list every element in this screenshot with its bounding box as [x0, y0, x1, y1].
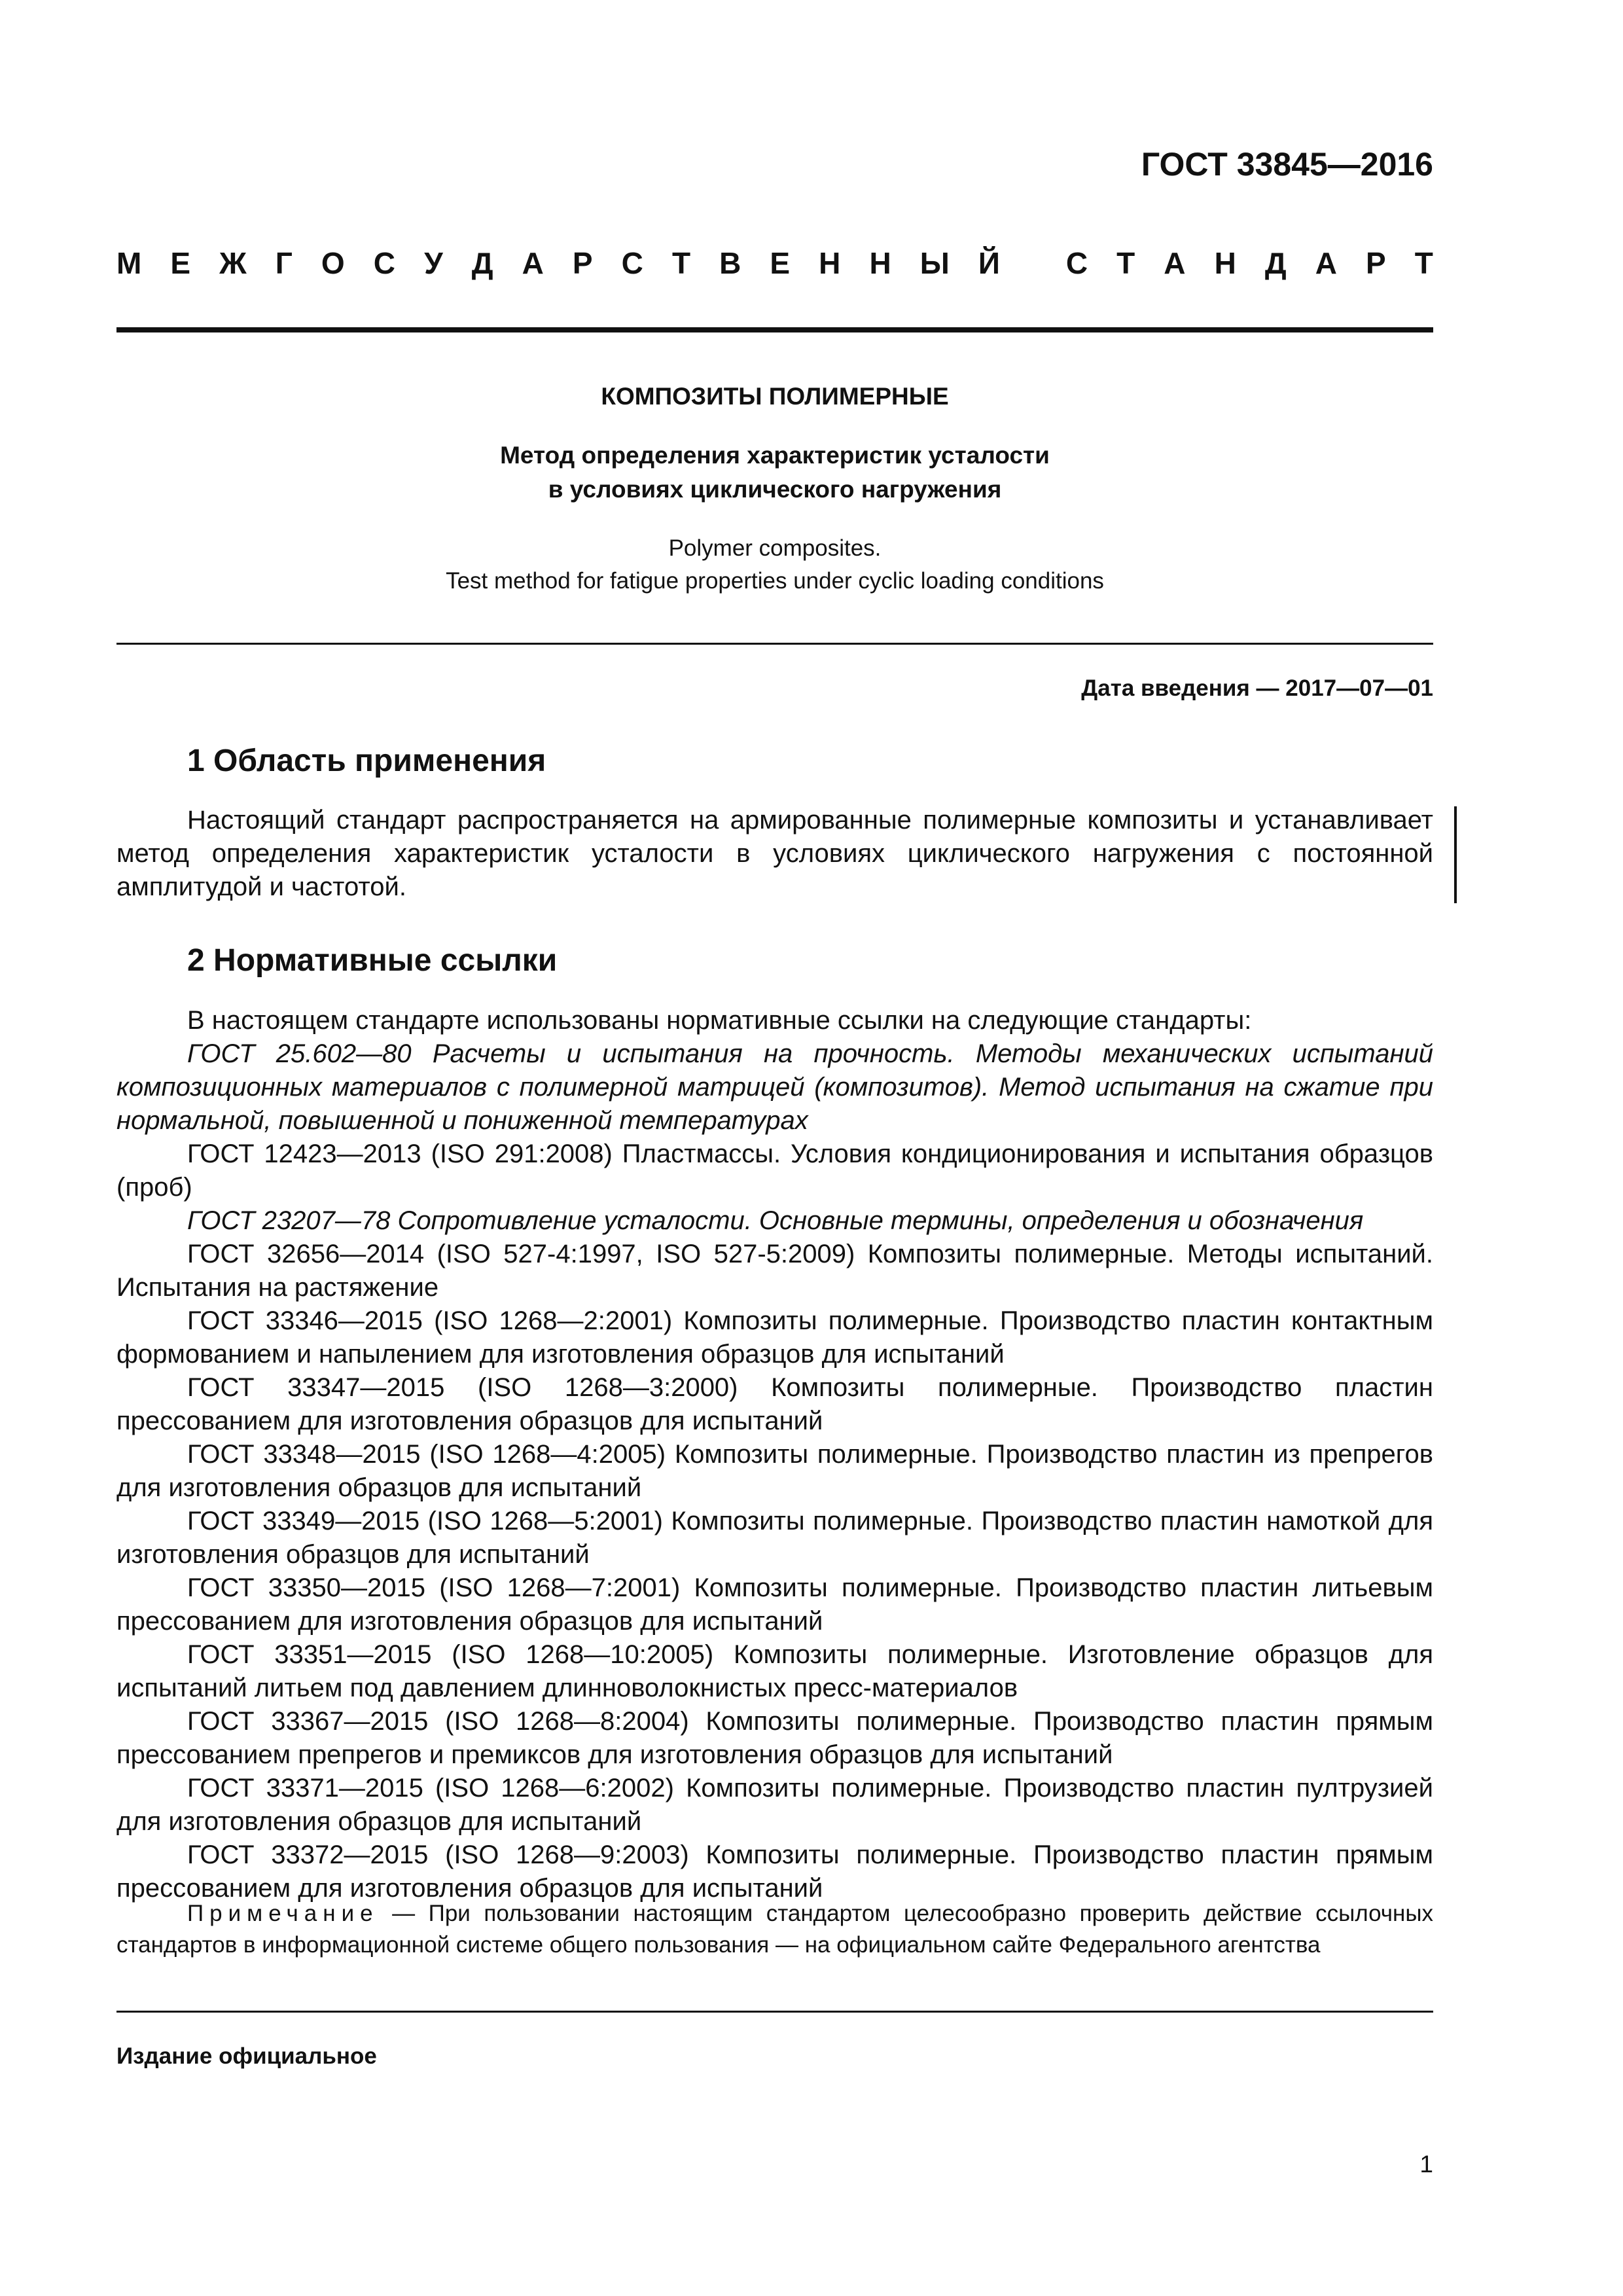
reference-item: ГОСТ 33347—2015 (ISO 1268—3:2000) Композиты полимерные. Производство пластин прессованием для изготовления образцов для испытаний	[116, 1373, 1433, 1435]
reference-item: ГОСТ 33348—2015 (ISO 1268—4:2005) Композиты полимерные. Производство пластин из препрегов для изготовления образцов для испытаний	[116, 1440, 1433, 1502]
letter: Г	[275, 246, 293, 280]
letter: Н	[819, 246, 841, 280]
letter: Ы	[919, 246, 950, 280]
footer-rule	[116, 2011, 1433, 2013]
references-lead: В настоящем стандарте использованы нормативные ссылки на следующие стандарты:	[187, 1006, 1252, 1035]
english-title	[116, 532, 1433, 598]
letter: М	[116, 246, 142, 280]
letter: С	[373, 246, 395, 280]
letter: Ж	[219, 246, 247, 280]
letter: Р	[572, 246, 593, 280]
reference-item: ГОСТ 33371—2015 (ISO 1268—6:2002) Композиты полимерные. Производство пластин пултрузией для изготовления образцов для испытаний	[116, 1774, 1433, 1836]
document-subtitle	[116, 439, 1433, 507]
letter: Е	[170, 246, 191, 280]
interstate-standard-heading	[116, 245, 1433, 281]
change-bar	[1454, 806, 1457, 903]
paragraph: Настоящий стандарт распространяется на армированные полимерные композиты и устанавливает метод определения характеристик усталости в условиях циклического нагружения с постоянной амплитудой и частотой.	[116, 806, 1433, 901]
reference-item: ГОСТ 23207—78 Сопротивление усталости. Основные термины, определения и обозначения	[187, 1206, 1364, 1235]
letter: Н	[869, 246, 891, 280]
english-title-line: Polymer composites.	[668, 535, 882, 561]
letter: Д	[471, 246, 493, 280]
section-1-text	[116, 804, 1433, 904]
letter: С	[1065, 246, 1088, 280]
letter: Р	[1366, 246, 1386, 280]
letter: Й	[978, 246, 1000, 280]
letter: В	[719, 246, 741, 280]
reference-item: ГОСТ 12423—2013 (ISO 291:2008) Пластмассы. Условия кондиционирования и испытания образцов (проб)	[116, 1139, 1433, 1202]
document-title: КОМПОЗИТЫ ПОЛИМЕРНЫЕ	[601, 383, 949, 410]
normative-references	[116, 1004, 1433, 1905]
note-text: — При пользовании настоящим стандартом целесообразно проверить действие ссылочных стандартов в информационной системе общего пользования — на официальном сайте Федерального агентства	[116, 1901, 1433, 1958]
reference-item: ГОСТ 33372—2015 (ISO 1268—9:2003) Композиты полимерные. Производство пластин прямым прессованием для изготовления образцов для испытаний	[116, 1840, 1433, 1903]
letter: Д	[1264, 246, 1287, 280]
title-rule	[116, 643, 1433, 645]
letter: А	[1164, 246, 1186, 280]
letter: С	[621, 246, 643, 280]
section-1-heading: 1 Область применения	[187, 744, 546, 778]
letter: Т	[1116, 246, 1135, 280]
reference-item: ГОСТ 33350—2015 (ISO 1268—7:2001) Композиты полимерные. Производство пластин литьевым прессованием для изготовления образцов для испытаний	[116, 1573, 1433, 1636]
reference-item: ГОСТ 33367—2015 (ISO 1268—8:2004) Композиты полимерные. Производство пластин прямым прессованием препрегов и премиксов для изготовления образцов для испытаний	[116, 1707, 1433, 1769]
subtitle-line: Метод определения характеристик усталости	[500, 442, 1050, 469]
letter: Т	[671, 246, 691, 280]
letter: Н	[1214, 246, 1236, 280]
letter: А	[1315, 246, 1337, 280]
word-gap	[1029, 245, 1037, 281]
letter: О	[321, 246, 345, 280]
reference-item: ГОСТ 33346—2015 (ISO 1268—2:2001) Композиты полимерные. Производство пластин контактным формованием и напылением для изготовления образцов для испытаний	[116, 1306, 1433, 1369]
reference-item: ГОСТ 33351—2015 (ISO 1268—10:2005) Композиты полимерные. Изготовление образцов для испытаний литьем под давлением длинноволокнистых пресс-материалов	[116, 1640, 1433, 1702]
letter: Т	[1414, 246, 1433, 280]
letter: Е	[770, 246, 791, 280]
reference-item: ГОСТ 25.602—80 Расчеты и испытания на прочность. Методы механических испытаний композиционных материалов с полимерной матрицей (композитов). Метод испытания на сжатие при нормальной, повышенной и пониженной температурах	[116, 1039, 1433, 1135]
subtitle-line: в условиях циклического нагружения	[548, 476, 1002, 503]
header-rule	[116, 327, 1433, 332]
reference-item: ГОСТ 33349—2015 (ISO 1268—5:2001) Композиты полимерные. Производство пластин намоткой для изготовления образцов для испытаний	[116, 1507, 1433, 1569]
letter: У	[424, 246, 443, 280]
page-number: 1	[1419, 2151, 1433, 2178]
section-2-heading: 2 Нормативные ссылки	[187, 943, 558, 978]
english-title-line: Test method for fatigue properties under cyclic loading conditions	[446, 568, 1104, 594]
note-label: Примечание	[187, 1901, 379, 1926]
letter: А	[522, 246, 544, 280]
official-edition-label: Издание официальное	[116, 2043, 377, 2069]
note	[116, 1898, 1433, 1961]
reference-item: ГОСТ 32656—2014 (ISO 527-4:1997, ISO 527-5:2009) Композиты полимерные. Методы испытаний. Испытания на растяжение	[116, 1240, 1433, 1302]
introduction-date: Дата введения — 2017—07—01	[1081, 675, 1433, 701]
document-number: ГОСТ 33845—2016	[1141, 146, 1433, 183]
